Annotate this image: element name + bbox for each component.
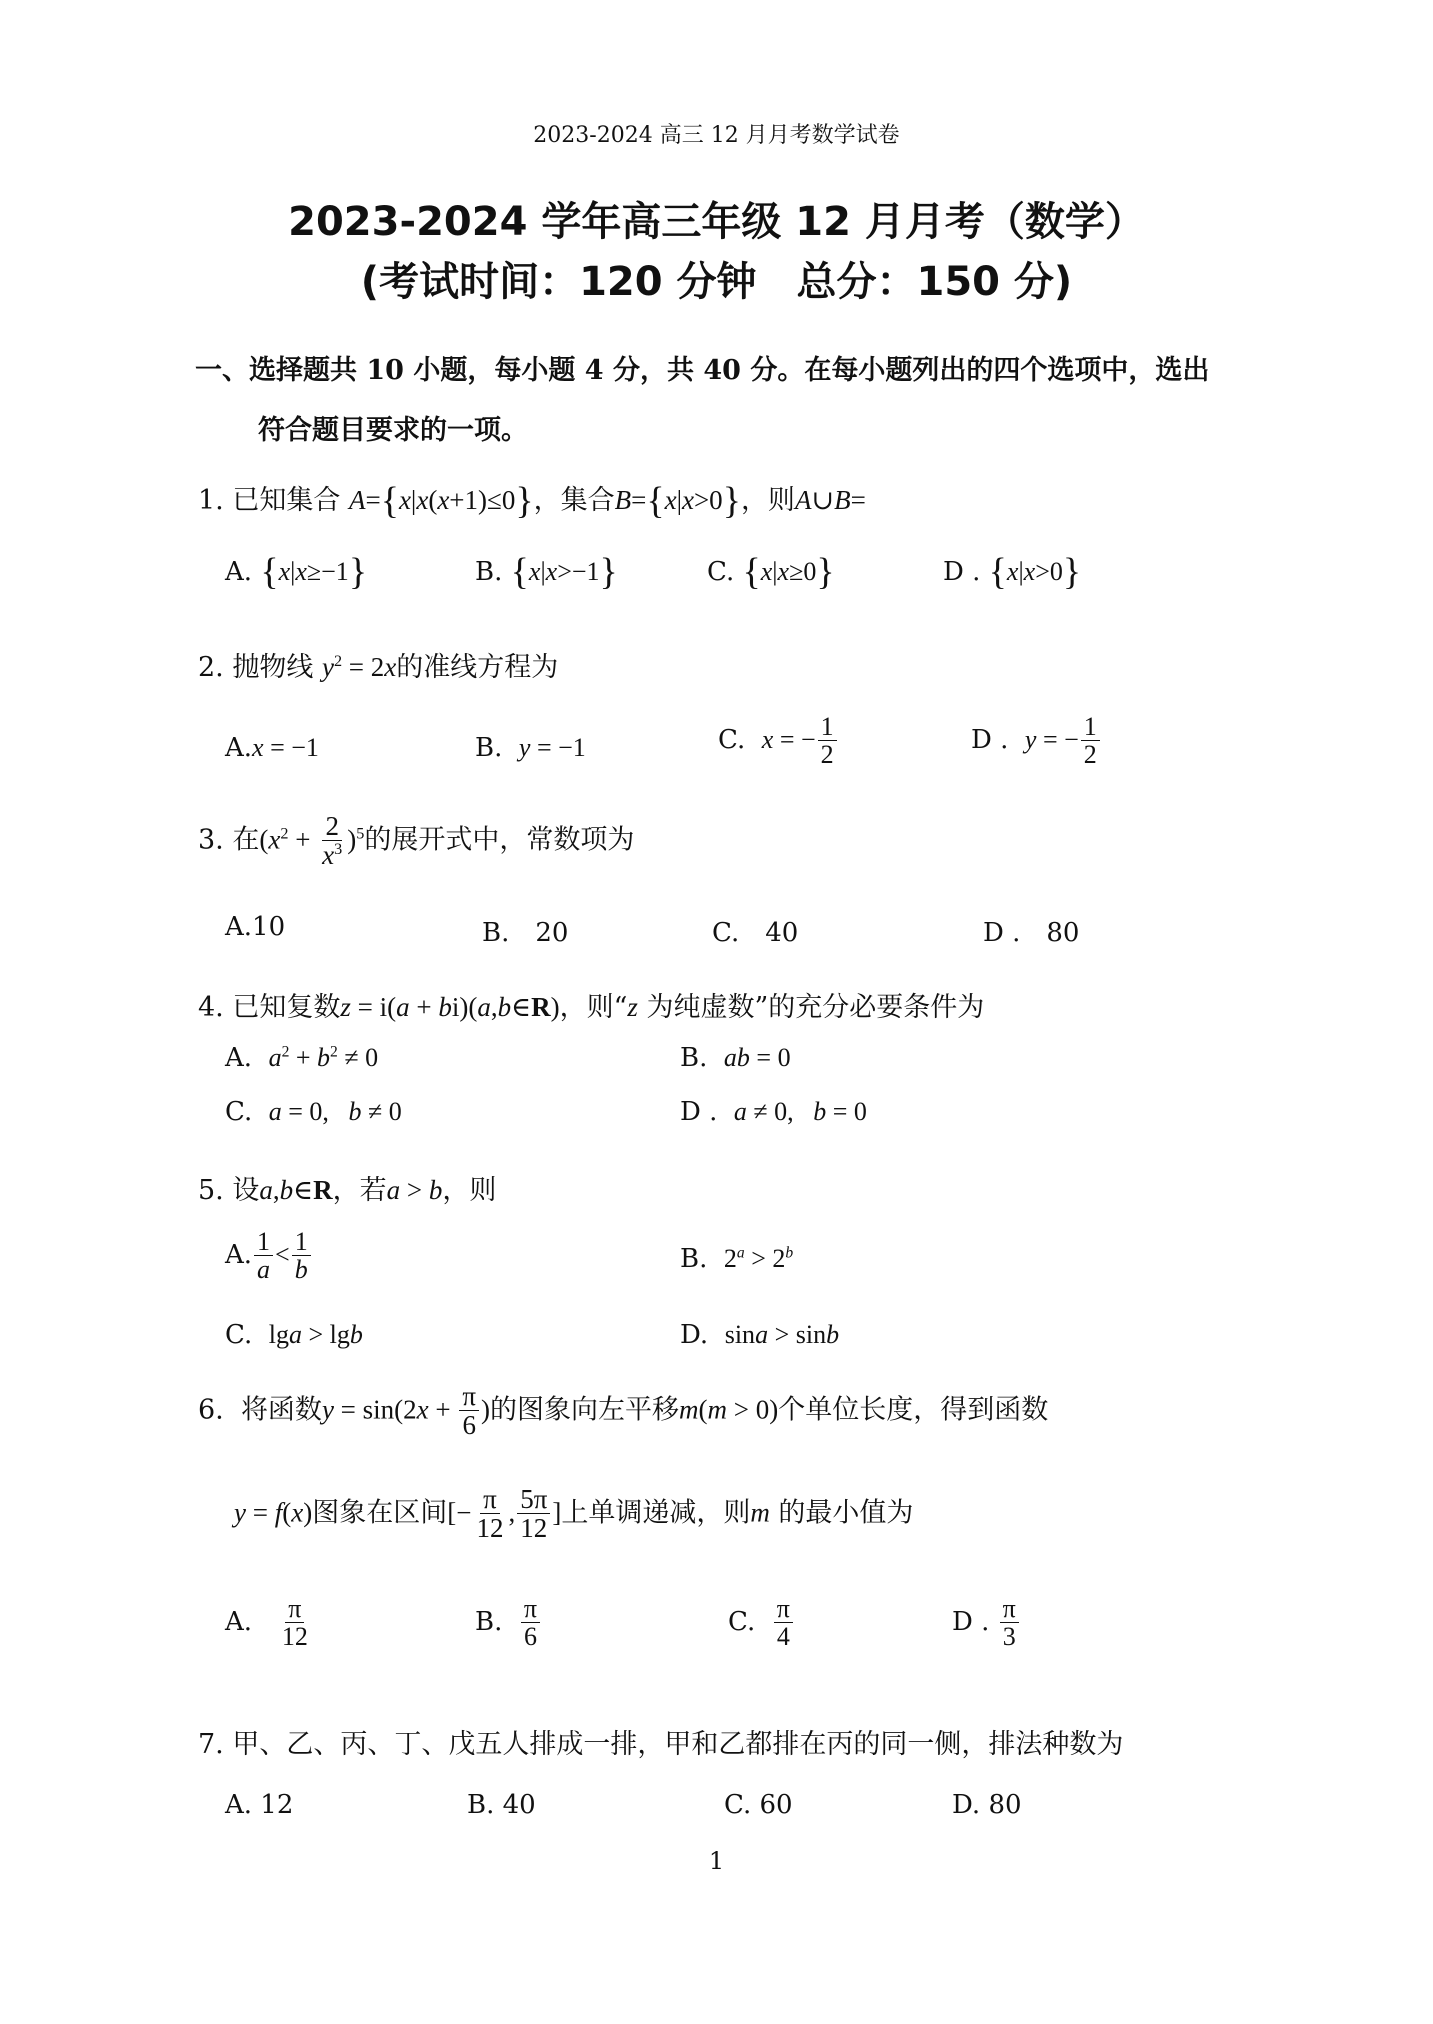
option-1a: A. {x|x≥−1} [225, 551, 368, 593]
question-number: 5. [198, 1175, 224, 1206]
option-6d: D . $\frac{\pi}{3}$ [952, 1595, 1021, 1651]
math-expression: A [348, 485, 366, 515]
option-4c: C. a = 0, b ≠ 0 [225, 1097, 402, 1127]
question-text: 图象在区间 [312, 1497, 448, 1529]
option-7c: C. 60 [724, 1790, 793, 1820]
question-text: 在 [232, 824, 260, 856]
option-6b: B. $\frac{\pi}{6}$ [475, 1595, 542, 1651]
option-2a: A.x = −1 [225, 733, 319, 763]
question-1: 1. 已知集合 A={x|x(x+1)≤0}，集合B={x|x>0}，则A∪B= [198, 480, 866, 522]
option-5a: A. $\frac{1}{a}$ < $\frac{1}{b}$ [225, 1228, 313, 1284]
question-number: 2. [198, 652, 224, 683]
option-1d: D . {x|x>0} [943, 551, 1082, 593]
page-header: 2023-2024 高三 12 月月考数学试卷 [533, 123, 900, 148]
question-7 [198, 1722, 1123, 1761]
question-text: ，集合 [533, 485, 615, 516]
question-6: 6. 将函数y = sin(2x + $\frac{\pi}{6}$ )的图象向左平移m(m > 0)个单位长度，得到函数 [198, 1381, 1049, 1441]
option-7a: A. 12 [225, 1790, 294, 1820]
question-text: ，若 [332, 1175, 387, 1206]
option-5b: B. $2^a > 2^b$ [680, 1244, 794, 1274]
option-4b: B. ab = 0 [680, 1043, 791, 1073]
question-text: 设 [232, 1175, 260, 1206]
question-6-line2: y = f(x)图象在区间[− $\frac{\pi}{12}$ , $\frac{5\pi}{12}$ ]上单调递减，则m 的最小值为 [234, 1484, 914, 1544]
question-text: 已知复数 [232, 992, 341, 1023]
page-number: 1 [708, 1847, 725, 1875]
option-7b: B. 40 [467, 1790, 536, 1820]
question-text: 已知集合 [232, 485, 341, 516]
question-number: 3. [198, 824, 224, 856]
option-7d: D. 80 [952, 1790, 1022, 1820]
question-text: ，则 [442, 1175, 497, 1206]
question-text: 抛物线 [232, 652, 314, 683]
question-text: 上单调递减，则 [561, 1497, 751, 1529]
question-number: 7. [198, 1729, 224, 1760]
option-2b: B. y = −1 [475, 733, 586, 763]
option-4a: A. $a^2 + b^2 \ne 0$ [225, 1043, 379, 1073]
section-heading-line1: 一、选择题共 10 小题，每小题 4 分，共 40 分。在每小题列出的四个选项中，选出 [195, 355, 1210, 386]
question-number: 4. [198, 992, 224, 1023]
question-text: 为纯虚数”的充分必要条件为 [646, 992, 985, 1023]
option-4d: D . a ≠ 0, b = 0 [680, 1097, 867, 1127]
option-5c: C. lga > lgb [225, 1320, 363, 1350]
option-3b: B. 20 [482, 918, 569, 948]
question-number: 6. [198, 1394, 224, 1426]
exam-title: 2023-2024 学年高三年级 12 月月考（数学） [288, 199, 1145, 245]
question-4: 4. 已知复数z = i(a + bi)(a,b∈R)，则“z 为纯虚数”的充分必要条件为 [198, 992, 985, 1023]
question-text: 将函数 [240, 1394, 322, 1426]
option-1c: C. {x|x≥0} [707, 551, 835, 593]
question-2: 2. 抛物线 $y^2 = 2x$的准线方程为 [198, 652, 559, 683]
question-text: 的最小值为 [778, 1497, 914, 1529]
option-6c: C. $\frac{\pi}{4}$ [728, 1595, 795, 1651]
option-2c: C. x = − $\frac{1}{2}$ [718, 713, 839, 769]
section-heading-line2: 符合题目要求的一项。 [258, 415, 528, 446]
question-text: ，则 [740, 485, 795, 516]
question-text: 的准线方程为 [396, 652, 559, 683]
question-3: 3. 在($x^2$ + $\frac{2}{x^3}$ )$^5$的展开式中，常数项为 [198, 811, 635, 871]
question-number: 1. [198, 485, 224, 516]
question-text: 甲、乙、丙、丁、戊五人排成一排，甲和乙都排在丙的同一侧，排法种数为 [232, 1729, 1124, 1760]
question-5: 5. 设a,b∈R，若a > b，则 [198, 1175, 497, 1206]
question-text: 的图象向左平移 [490, 1394, 680, 1426]
question-text: 个单位长度，得到函数 [778, 1394, 1049, 1426]
option-5d: D. sina > sinb [680, 1320, 840, 1350]
option-6a: A. $\frac{\pi}{12}$ [225, 1594, 308, 1652]
question-text: ，则“ [559, 992, 628, 1023]
question-text: 的展开式中，常数项为 [364, 824, 635, 856]
option-3a: A.10 [225, 912, 286, 942]
option-1b: B. {x|x>−1} [475, 551, 618, 593]
exam-subtitle: (考试时间：120 分钟 总分：150 分) [360, 259, 1073, 305]
option-2d: D . y = − $\frac{1}{2}$ [971, 713, 1102, 769]
option-3d: D . 80 [983, 918, 1080, 948]
option-3c: C. 40 [712, 918, 799, 948]
